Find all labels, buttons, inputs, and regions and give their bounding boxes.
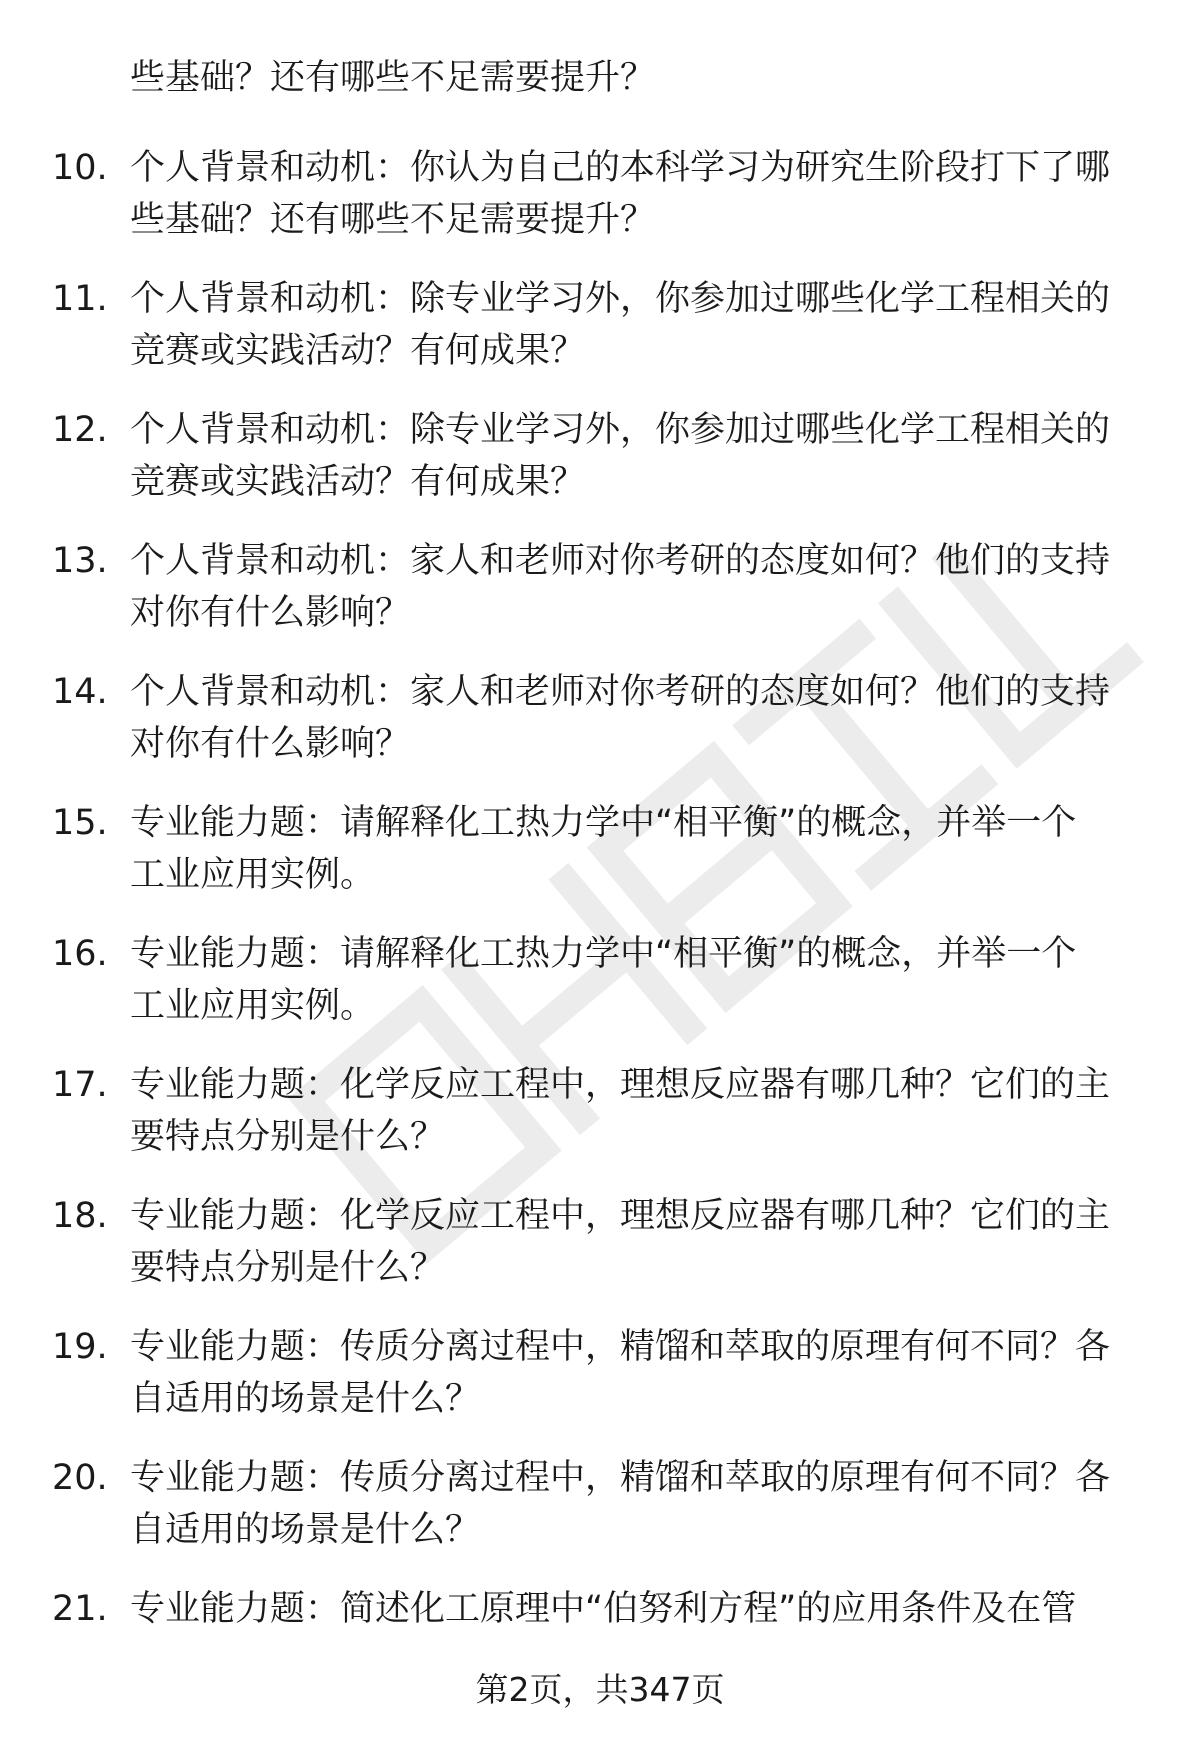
question-number: 19.	[52, 1327, 108, 1367]
question-line: 个人背景和动机：除专业学习外，你参加过哪些化学工程相关的	[130, 279, 1111, 319]
question-line: 个人背景和动机：家人和老师对你考研的态度如何？他们的支持	[130, 541, 1111, 581]
question-line: 专业能力题：传质分离过程中，精馏和萃取的原理有何不同？各	[130, 1327, 1111, 1367]
question-item	[0, 142, 1200, 246]
question-line: 要特点分别是什么？	[130, 1248, 446, 1288]
page-footer: 第2页，共347页	[475, 1670, 725, 1709]
question-item	[0, 1059, 1200, 1163]
question-text	[130, 666, 1140, 770]
question-text	[130, 1583, 1140, 1635]
question-item	[0, 273, 1200, 377]
question-line: 要特点分别是什么？	[130, 1117, 446, 1157]
question-line: 对你有什么影响？	[130, 724, 411, 764]
question-number: 16.	[52, 934, 108, 974]
question-text	[130, 928, 1140, 1032]
question-item	[0, 1321, 1200, 1425]
question-line: 专业能力题：化学反应工程中，理想反应器有哪几种？它们的主	[130, 1065, 1111, 1105]
question-line: 自适用的场景是什么？	[130, 1510, 481, 1550]
question-text	[130, 797, 1140, 901]
question-line: 个人背景和动机：你认为自己的本科学习为研究生阶段打下了哪	[130, 148, 1111, 188]
question-text	[130, 1190, 1140, 1294]
question-text	[130, 1059, 1140, 1163]
question-text	[130, 535, 1140, 639]
question-item	[0, 404, 1200, 508]
question-line: 些基础？还有哪些不足需要提升？	[130, 200, 656, 240]
question-number: 18.	[52, 1196, 108, 1236]
question-line: 工业应用实例。	[130, 855, 376, 895]
question-number: 11.	[52, 279, 108, 319]
question-text	[130, 404, 1140, 508]
question-item	[0, 1190, 1200, 1294]
continuation-line: 些基础？还有哪些不足需要提升？	[130, 58, 656, 98]
question-line: 专业能力题：请解释化工热力学中“相平衡”的概念，并举一个	[130, 934, 1077, 974]
question-line: 专业能力题：传质分离过程中，精馏和萃取的原理有何不同？各	[130, 1458, 1111, 1498]
question-text	[130, 142, 1140, 246]
question-item	[0, 1452, 1200, 1556]
question-line: 工业应用实例。	[130, 986, 376, 1026]
question-line: 专业能力题：化学反应工程中，理想反应器有哪几种？它们的主	[130, 1196, 1111, 1236]
question-line: 竞赛或实践活动？有何成果？	[130, 462, 586, 502]
question-number: 14.	[52, 672, 108, 712]
question-number: 10.	[52, 148, 108, 188]
question-line: 对你有什么影响？	[130, 593, 411, 633]
question-text	[130, 273, 1140, 377]
question-item	[0, 535, 1200, 639]
question-item	[0, 666, 1200, 770]
question-item	[0, 928, 1200, 1032]
question-list	[0, 142, 1200, 1714]
question-number: 21.	[52, 1589, 108, 1629]
question-number: 13.	[52, 541, 108, 581]
question-text	[130, 1321, 1140, 1425]
question-line: 专业能力题：简述化工原理中“伯努利方程”的应用条件及在管	[130, 1589, 1077, 1629]
question-text	[130, 1452, 1140, 1556]
question-line: 自适用的场景是什么？	[130, 1379, 481, 1419]
question-number: 20.	[52, 1458, 108, 1498]
question-line: 专业能力题：请解释化工热力学中“相平衡”的概念，并举一个	[130, 803, 1077, 843]
question-number: 17.	[52, 1065, 108, 1105]
question-line: 个人背景和动机：除专业学习外，你参加过哪些化学工程相关的	[130, 410, 1111, 450]
question-item	[0, 797, 1200, 901]
question-number: 12.	[52, 410, 108, 450]
question-line: 竞赛或实践活动？有何成果？	[130, 331, 586, 371]
question-line: 个人背景和动机：家人和老师对你考研的态度如何？他们的支持	[130, 672, 1111, 712]
question-number: 15.	[52, 803, 108, 843]
